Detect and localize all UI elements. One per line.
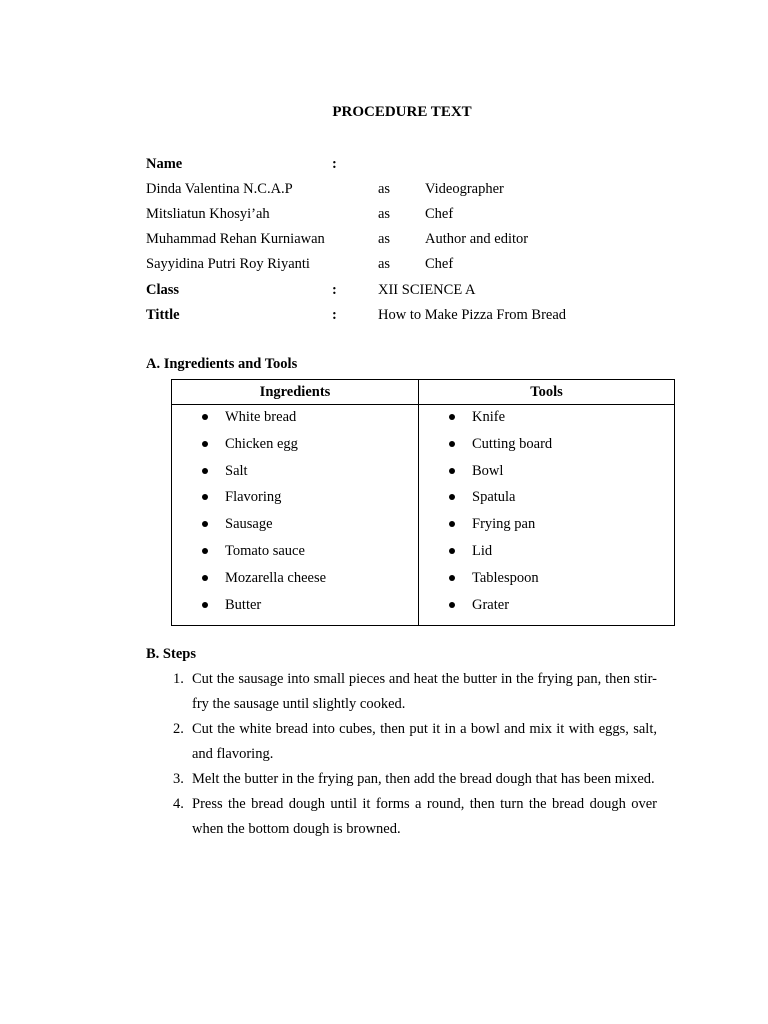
bullet-icon [202, 494, 208, 500]
ingredient-text: Chicken egg [225, 435, 298, 452]
step-number: 2. [173, 721, 184, 737]
step-item [173, 717, 657, 767]
member-as: as [378, 205, 391, 222]
member-as: as [378, 256, 391, 273]
bullet-icon [202, 521, 208, 527]
step-number: 4. [173, 796, 184, 812]
ingredients-tools-table [171, 379, 675, 626]
tool-text: Cutting board [472, 435, 553, 452]
list-item [172, 487, 418, 514]
tools-header: Tools [419, 380, 675, 405]
member-as: as [378, 180, 391, 197]
list-item [172, 407, 418, 434]
bullet-icon [449, 602, 455, 608]
list-item [419, 434, 674, 461]
steps-list [173, 667, 657, 842]
list-item [172, 595, 418, 622]
tool-text: Bowl [472, 462, 504, 479]
tool-text: Knife [472, 409, 506, 425]
list-item [172, 541, 418, 568]
member-name: Dinda Valentina N.C.A.P [146, 180, 293, 197]
step-item [173, 667, 657, 717]
ingredient-text: Salt [225, 462, 248, 479]
tools-cell [419, 405, 675, 626]
identity-table [146, 151, 566, 327]
member-row [146, 201, 566, 226]
list-item [419, 461, 674, 488]
ingredients-cell [172, 405, 419, 626]
document-title: PROCEDURE TEXT [332, 104, 472, 120]
tool-text: Tablespoon [472, 569, 539, 586]
member-row [146, 176, 566, 201]
ingredients-tools-heading: A. Ingredients and Tools [146, 356, 298, 372]
list-item [419, 407, 674, 434]
ingredient-text: Butter [225, 596, 262, 613]
tool-text: Spatula [472, 489, 516, 506]
list-item [172, 434, 418, 461]
bullet-icon [202, 602, 208, 608]
bullet-icon [202, 548, 208, 554]
ingredient-text: Tomato sauce [225, 542, 305, 559]
step-text: Melt the butter in the frying pan, then add the bread dough that has been mixed. [192, 771, 655, 787]
title-row [146, 302, 566, 327]
name-row [146, 151, 566, 176]
class-value: XII SCIENCE A [378, 281, 476, 298]
bullet-icon [449, 494, 455, 500]
tool-text: Frying pan [472, 516, 536, 533]
member-role: Videographer [425, 180, 504, 197]
bullet-icon [449, 548, 455, 554]
tool-text: Lid [472, 542, 493, 559]
list-item [419, 487, 674, 514]
list-item [172, 461, 418, 488]
table-body-row [172, 405, 675, 626]
ingredient-text: Flavoring [225, 489, 282, 506]
step-text: Press the bread dough until it forms a round, then turn the bread dough over when the bottom dough is browned. [192, 796, 657, 837]
name-label: Name [146, 155, 183, 172]
title-value: How to Make Pizza From Bread [378, 306, 567, 323]
member-as: as [378, 231, 391, 248]
table-header-row [172, 380, 675, 405]
member-role: Chef [425, 256, 454, 273]
ingredient-text: Mozarella cheese [225, 569, 327, 586]
list-item [172, 568, 418, 595]
bullet-icon [449, 468, 455, 474]
member-name: Sayyidina Putri Roy Riyanti [146, 256, 310, 273]
class-row [146, 277, 566, 302]
steps-heading: B. Steps [146, 646, 196, 662]
class-label: Class [146, 281, 180, 298]
bullet-icon [202, 414, 208, 420]
tool-text: Grater [472, 596, 510, 613]
bullet-icon [449, 441, 455, 447]
step-number: 1. [173, 671, 184, 687]
bullet-icon [202, 468, 208, 474]
step-item [173, 792, 657, 842]
bullet-icon [449, 414, 455, 420]
class-colon: : [332, 281, 337, 298]
member-row [146, 252, 566, 277]
ingredient-text: White bread [225, 409, 297, 425]
ingredients-header: Ingredients [172, 380, 419, 405]
bullet-icon [449, 575, 455, 581]
ingredients-list [172, 407, 418, 621]
step-item [173, 767, 657, 792]
list-item [172, 514, 418, 541]
title-colon: : [332, 306, 337, 323]
step-text: Cut the white bread into cubes, then put it in a bowl and mix it with eggs, salt, and flavoring. [192, 721, 657, 762]
member-role: Chef [425, 205, 454, 222]
step-text: Cut the sausage into small pieces and heat the butter in the frying pan, then stir-fry the sausage until slightly cooked. [192, 671, 657, 712]
name-colon: : [332, 155, 337, 172]
list-item [419, 568, 674, 595]
member-role: Author and editor [425, 231, 529, 248]
bullet-icon [202, 575, 208, 581]
member-row [146, 227, 566, 252]
bullet-icon [202, 441, 208, 447]
list-item [419, 595, 674, 622]
step-number: 3. [173, 771, 184, 787]
member-name: Muhammad Rehan Kurniawan [146, 231, 325, 248]
list-item [419, 514, 674, 541]
title-label: Tittle [146, 306, 180, 323]
bullet-icon [449, 521, 455, 527]
tools-list [419, 407, 674, 621]
ingredient-text: Sausage [225, 516, 273, 533]
list-item [419, 541, 674, 568]
member-name: Mitsliatun Khosyi’ah [146, 205, 270, 222]
